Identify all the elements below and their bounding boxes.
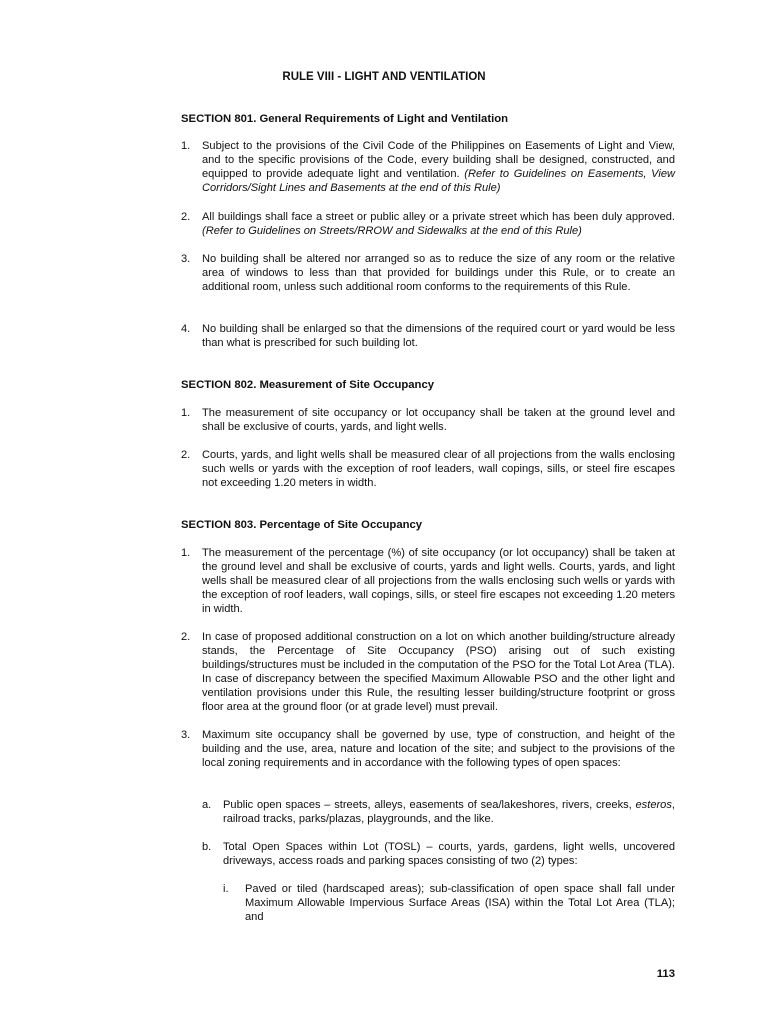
section-803-subitem-b-i: [223, 882, 675, 924]
item-text: In case of proposed additional construction on a lot on which another building/structure already stands, the Percentage of Site Occupancy (PSO) arising out of such existing buildings/structures must be included in the computation of the PSO for the Total Lot Area (TLA). In case of discrepancy between the specified Maximum Allowable PSO and the other light and ventilation provisions under this Rule, the resulting lesser building/structure footprint or gross floor area at the ground floor (or at grade level) must prevail.: [202, 631, 675, 713]
subitem-text: Public open spaces – streets, alleys, easements of sea/lakeshores, rivers, creeks,: [223, 799, 636, 811]
rule-title: RULE VIII - LIGHT AND VENTILATION: [282, 71, 486, 83]
item-text: Maximum site occupancy shall be governed by use, type of construction, and height of the building and the use, area, nature and location of the site; and subject to the provisions of the local zoning requirements and in accordance with the following types of open spaces:: [202, 729, 675, 769]
item-text: No building shall be enlarged so that the dimensions of the required court or yard would be less than what is prescribed for such building lot.: [202, 323, 675, 349]
subitem-text: Paved or tiled (hardscaped areas); sub-classification of open space shall fall under Maximum Allowable Impervious Surface Areas (ISA) within the Total Lot Area (TLA); and: [245, 883, 675, 923]
page-number: 113: [656, 968, 675, 980]
item-number: 4.: [181, 323, 191, 335]
section-803-subitem-a: [202, 798, 675, 826]
section-801-item-2: [181, 210, 675, 238]
item-number: 2.: [181, 211, 191, 223]
section-803-item-1: [181, 546, 675, 616]
subitem-italic-term: esteros: [635, 799, 672, 811]
item-number: 1.: [181, 140, 191, 152]
subitem-numeral: i.: [223, 883, 229, 895]
section-802-item-2: [181, 448, 675, 490]
item-number: 2.: [181, 631, 191, 643]
item-text: The measurement of site occupancy or lot occupancy shall be taken at the ground level and shall be exclusive of courts, yards, and light wells.: [202, 407, 675, 433]
subitem-text-continued: , railroad tracks, parks/plazas, playgrounds, and the like.: [223, 799, 675, 825]
section-802-item-1: [181, 406, 675, 434]
section-801-item-1: [181, 139, 675, 195]
section-803-item-3: [181, 728, 675, 770]
section-803-item-2: [181, 630, 675, 714]
item-text: Subject to the provisions of the Civil Code of the Philippines on Easements of Light and View, and to the specific provisions of the Code, every building shall be designed, constructed, and equipped to provide adequate light and ventilation.: [202, 140, 675, 180]
subitem-text: Total Open Spaces within Lot (TOSL) – courts, yards, gardens, light wells, uncovered driveways, access roads and parking spaces consisting of two (2) types:: [223, 841, 675, 867]
section-801-item-4: [181, 322, 675, 350]
subitem-letter: a.: [202, 799, 212, 811]
item-text: No building shall be altered nor arranged so as to reduce the size of any room or the relative area of windows to less than that provided for buildings under this Rule, or to create an additional room, unless such additional room conforms to the requirements of this Rule.: [202, 253, 675, 293]
item-number: 3.: [181, 729, 191, 741]
section-803-subitem-b: [202, 840, 675, 868]
item-number: 2.: [181, 449, 191, 461]
item-text: All buildings shall face a street or public alley or a private street which has been duly approved.: [202, 211, 675, 223]
item-number: 1.: [181, 407, 191, 419]
item-text: The measurement of the percentage (%) of site occupancy (or lot occupancy) shall be taken at the ground level and shall be exclusive of courts, yards and light wells. Courts, yards, and light wells shall be measured clear of all projections from the walls enclosing such wells or yards with the exception of roof leaders, wall copings, sills, or steel fire escapes not exceeding 1.20 meters in width.: [202, 547, 675, 615]
item-number: 1.: [181, 547, 191, 559]
subitem-letter: b.: [202, 841, 212, 853]
item-reference: (Refer to Guidelines on Streets/RROW and Sidewalks at the end of this Rule): [202, 225, 582, 237]
section-802-heading: SECTION 802. Measurement of Site Occupancy: [181, 379, 435, 391]
item-text: Courts, yards, and light wells shall be measured clear of all projections from the walls enclosing such wells or yards with the exception of roof leaders, wall copings, sills, or steel fire escapes not exceeding 1.20 meters in width.: [202, 449, 675, 489]
section-801-item-3: [181, 252, 675, 294]
section-803-heading: SECTION 803. Percentage of Site Occupancy: [181, 519, 423, 531]
section-801-heading: SECTION 801. General Requirements of Light and Ventilation: [181, 113, 509, 125]
item-reference: (Refer to Guidelines on Easements, View Corridors/Sight Lines and Basements at the end of this Rule): [202, 168, 675, 194]
item-number: 3.: [181, 253, 191, 265]
